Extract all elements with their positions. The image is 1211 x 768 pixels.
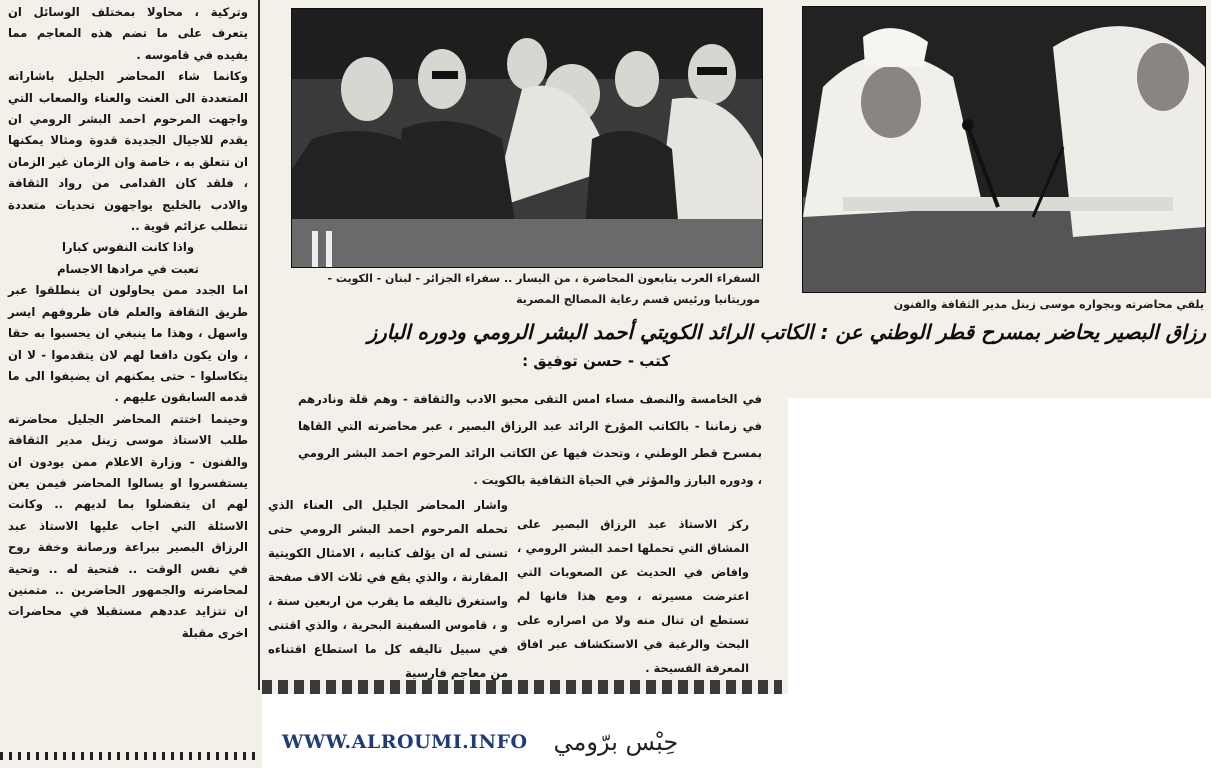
article-byline: كتب - حسن توفيق : [522, 352, 670, 370]
left-paragraph: وحينما اختتم المحاضر الجليل محاضرته طلب الاستاذ موسى زينل مدير الثقافة والفنون - وزارة الاعلام ممن يودون ان يستفسروا او يسالوا المحاضر فيمن يعن لهم ان يتفضلوا بما لديهم .. وكانت الاسئلة التي اجاب عليها الاستاذ عبد الرزاق البصير ببراعة ورصانة وخفة روح في نفس الوقت .. فتحية له .. وتحية لمحاضرته والجمهور الحاضرين .. متمنين ان تتزايد عددهم مستقبلا في محاضرات اخرى مقبلة [8, 411, 248, 640]
dotted-border [0, 752, 258, 760]
blank-area [788, 398, 1211, 768]
article-right-column: ركز الاستاذ عبد الرزاق البصير على المشاق التي تحملها احمد البشر الرومي ، وافاض في الحديث عن الصعوبات التي اعترضت مسيرته ، ومع هذا فانها لم تستطع ان تنال منه ولا من اصراره على البحث والرغبة في الاستكشاف عبر افاق المعرفة الفسيحة . [517, 517, 749, 675]
poem-line: واذا كانت النفوس كبارا [61, 240, 195, 255]
left-paragraph: وكانما شاء المحاضر الجليل باشاراته المتعددة الى العنت والعناء والصعاب التي واجهت المرحوم احمد البشر الرومي ان يقدم للاجيال الجديدة قدوة ومثالا يمكنها ان تتعلق به ، خاصة وان الزمان غير الزمان ، فلقد كان القدامى من رواد الثقافة والادب بالخليج يواجهون تحديات متعددة تتطلب عزائم قوية .. [8, 69, 248, 234]
article-headline: رزاق البصير يحاضر بمسرح قطر الوطني عن : الكاتب الرائد الكويتي أحمد البشر الرومي ودوره البارز [367, 320, 1206, 344]
poem-line: تعبت في مرادها الاجسام [57, 261, 199, 276]
left-paragraph: اما الجدد ممن يحاولون ان ينطلقوا عبر طريق الثقافة والعلم فان ظروفهم ايسر واسهل ، وهذا ما ينبغي ان يحسبوا به حقا ، وان يكون دافعا لهم لان يتقدموا - لا ان يتكاسلوا - حتى يمكنهم ان يضيفوا الى ما قدمه السابقون عليهم . [8, 283, 248, 405]
website-link[interactable]: WWW.ALROUMI.INFO [282, 731, 528, 753]
column-divider [258, 0, 260, 690]
ambassadors-photo-caption: السفراء العرب يتابعون المحاضرة ، من اليسار .. سفراء الجزائر - لبنان - الكويت - موريتانيا ورئيس قسم رعاية المصالح المصرية [327, 272, 760, 306]
torn-edge [262, 680, 782, 694]
brand-name: حِبْس برّومي [553, 728, 679, 756]
article-middle-column: واشار المحاضر الجليل الى العناء الذي تحمله المرحوم احمد البشر الرومي حتى تسنى له ان يؤلف كتابيه ، الامثال الكويتية المقارنة ، والذي يقع في ثلاث الاف صفحة واستغرق تاليفه ما يقرب من اربعين سنة ، و ، قاموس السفينة البحرية ، والذي اقتنى في سبيل تاليفه كل ما استطاع اقتناءه من معاجم فارسية [268, 498, 508, 680]
left-paragraph: وتركية ، محاولا بمختلف الوسائل ان يتعرف على ما تضم هذه المعاجم مما يفيده في قاموسه . [8, 5, 248, 62]
ambassadors-photo [291, 8, 763, 268]
left-column-text [8, 2, 248, 644]
lecturer-photo [802, 6, 1206, 293]
watermark-footer [282, 722, 678, 762]
article-intro: في الخامسة والنصف مساء امس التقى محبو الادب والثقافة - وهم قلة ونادرهم في زماننا - بالكاتب المؤرخ الرائد عبد الرزاق البصير ، عبر محاضرته التي القاها بمسرح قطر الوطني ، وتحدث فيها عن الكاتب الرائد المرحوم احمد البشر الرومي ، ودوره البارز والمؤثر في الحياة الثقافية بالكويت . [298, 392, 762, 487]
lecturer-photo-caption: يلقي محاضرته وبجواره موسى زينل مدير الثقافة والفنون [893, 298, 1204, 311]
